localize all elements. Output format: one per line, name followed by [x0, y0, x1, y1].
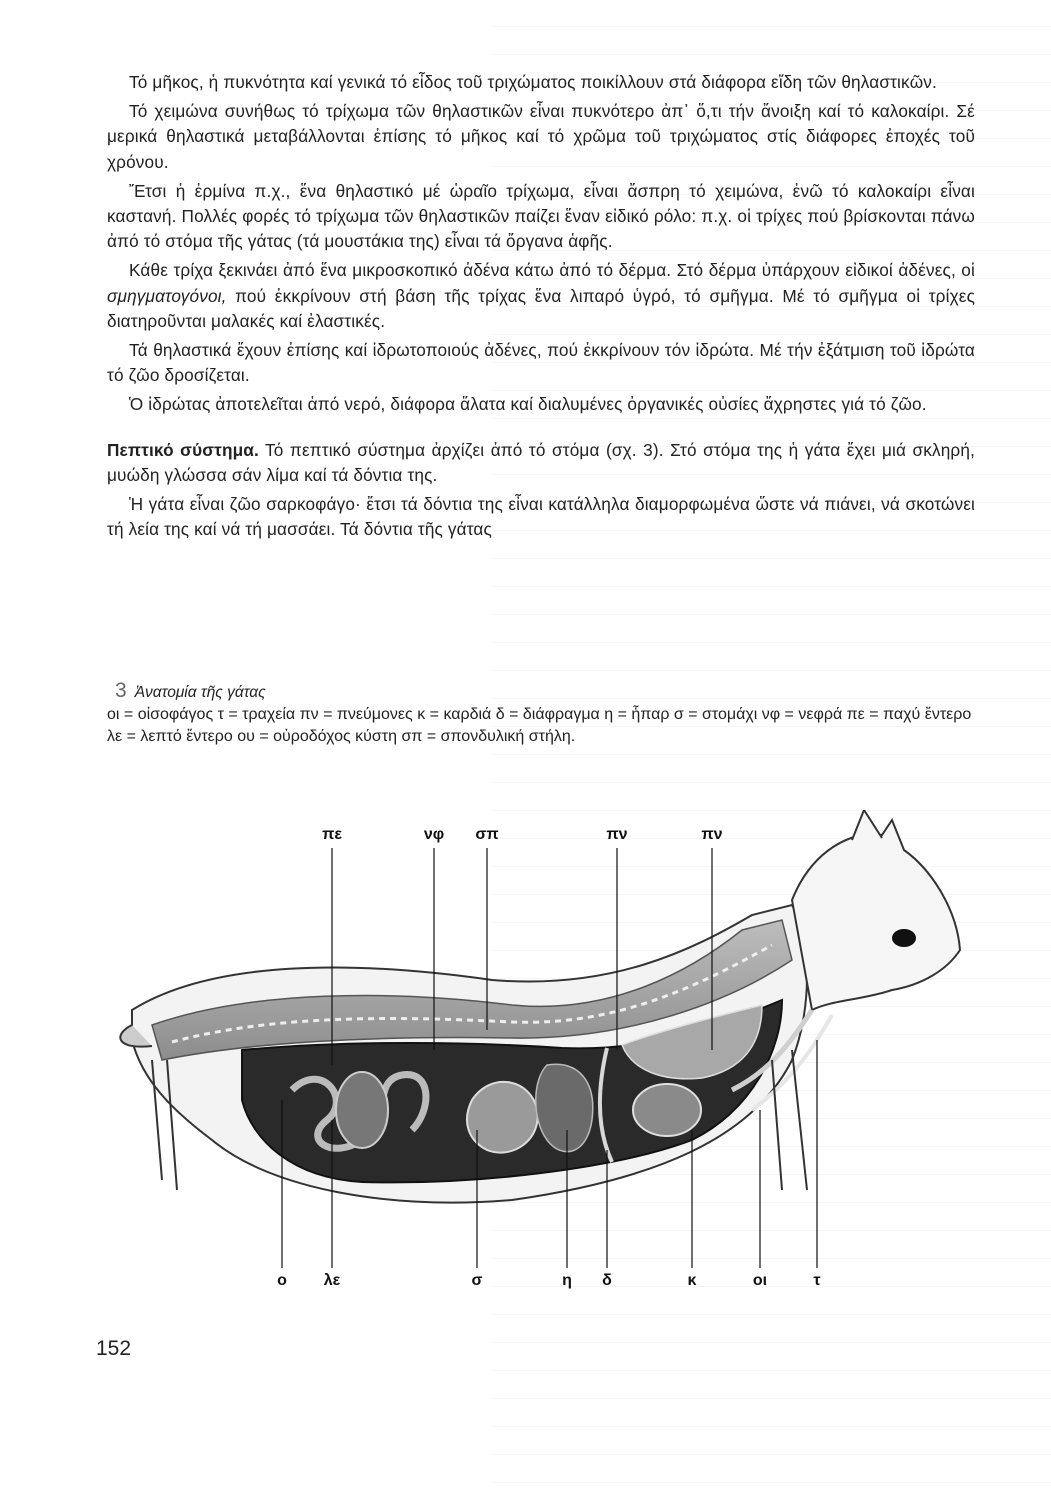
label-large-intestine: πε	[322, 826, 342, 843]
body-text	[107, 70, 975, 546]
cat-eye	[892, 929, 916, 947]
label-diaphragm: δ	[602, 1272, 612, 1289]
paragraph-sebaceous-glands	[107, 258, 975, 334]
label-heart: κ	[687, 1272, 697, 1289]
p4-text-after: πού ἐκκρίνουν στή βάση τῆς τρίχας ἕνα λιπαρό ὑγρό, τό σμῆγμα. Μέ τό σμῆγμα οἱ τρίχες διατηροῦνται μαλακές καί ἐλαστικές.	[107, 285, 975, 331]
cat-anatomy-figure	[92, 810, 992, 1300]
paragraph-digestive-system	[107, 438, 975, 488]
cat-ear	[852, 810, 882, 840]
figure-caption	[107, 680, 975, 748]
page-number: 152	[96, 1337, 132, 1360]
term-sebaceous: σμηγματογόνοι,	[107, 285, 227, 306]
paragraph-ermine: Ἔτσι ἡ ἑρμίνα π.χ., ἕνα θηλαστικό μέ ὡραῖο τρίχωμα, εἶναι ἄσπρη τό χειμώνα, ἐνῶ τό καλοκαίρι εἶναι καστανή. Πολλές φορές τό τρίχωμα τῶν θηλαστικῶν παίζει ἕναν εἰδικό ρόλο: π.χ. οἱ τρίχες πού βρίσκονται πάνω ἀπό τό στόμα τῆς γάτας (τά μουστάκια της) εἶναι τά ὄργανα ἁφῆς.	[107, 180, 975, 252]
label-small-intestine: λε	[323, 1272, 341, 1289]
section-heading-digestive: Πεπτικό σύστημα.	[107, 439, 259, 460]
label-lungs-1: πν	[606, 826, 628, 843]
paragraph-winter-coat: Τό χειμώνα συνήθως τό τρίχωμα τῶν θηλαστικῶν εἶναι πυκνότερο ἀπ᾽ ὅ,τι τήν ἄνοιξη καί τό καλοκαίρι. Σέ μερικά θηλαστικά μεταβάλλονται ἐπίσης τό μῆκος καί τό χρῶμα τοῦ τριχώματος στίς διάφορες ἐποχές τοῦ χρόνου.	[107, 101, 975, 172]
label-esophagus: οι	[752, 1272, 768, 1289]
label-liver: η	[562, 1272, 572, 1289]
paragraph-sweat-glands: Τά θηλαστικά ἔχουν ἐπίσης καί ἱδρωτοποιούς ἀδένες, πού ἐκκρίνουν τόν ἱδρώτα. Μέ τήν ἐξάτμιση τοῦ ἱδρώτα τό ζῶο δροσίζεται.	[107, 340, 975, 386]
paragraph-sweat-composition: Ὁ ἱδρώτας ἀποτελεῖται ἀπό νερό, διάφορα ἅλατα καί διαλυμένες ὀργανικές οὐσίες ἄχρηστες γιά τό ζῶο.	[129, 394, 927, 415]
heart	[633, 1084, 701, 1136]
figure-title: Ἀνατομία τῆς γάτας	[134, 684, 266, 701]
figure-number: 3	[115, 679, 127, 702]
p7-text: Τό πεπτικό σύστημα ἀρχίζει ἀπό τό στόμα (σχ. 3). Στό στόμα της ἡ γάτα ἔχει μιά σκληρή, μυώδη γλώσσα σάν λίμα καί τά δόντια της.	[107, 439, 975, 485]
large-intestine	[336, 1072, 388, 1148]
label-kidneys: νφ	[423, 826, 445, 843]
label-lungs-2: πν	[701, 826, 723, 843]
cat-anatomy-drawing	[92, 810, 992, 1300]
paragraph-hair-types: Τό μῆκος, ἡ πυκνότητα καί γενικά τό εἶδος τοῦ τριχώματος ποικίλλουν στά διάφορα εἴδη τῶν θηλαστικῶν.	[129, 72, 937, 92]
p4-text-before: Κάθε τρίχα ξεκινάει ἀπό ἕνα μικροσκοπικό ἀδένα κάτω ἀπό τό δέρμα. Στό δέρμα ὑπάρχουν εἰδικοί ἀδένες, οἱ	[129, 260, 975, 281]
label-trachea: τ	[813, 1272, 821, 1289]
cat-head	[792, 820, 960, 1010]
figure-legend: οι = οἰσοφάγος τ = τραχεία πν = πνεύμονες κ = καρδιά δ = διάφραγμα η = ἧπαρ σ = στομάχι νφ = νεφρά πε = παχύ ἔντερο λε = λεπτό ἔντερο ου = οὐροδόχος κύστη σπ = σπονδυλική στήλη.	[107, 706, 972, 745]
label-o: ο	[277, 1272, 287, 1289]
paragraph-carnivore-teeth: Ἡ γάτα εἶναι ζῶο σαρκοφάγο· ἔτσι τά δόντια της εἶναι κατάλληλα διαμορφωμένα ὥστε νά πιάνει, νά σκοτώνει τή λεία της καί νά τή μασσάει. Τά δόντια τῆς γάτας	[107, 494, 975, 540]
label-stomach: σ	[471, 1272, 483, 1289]
label-spine: σπ	[475, 826, 499, 843]
